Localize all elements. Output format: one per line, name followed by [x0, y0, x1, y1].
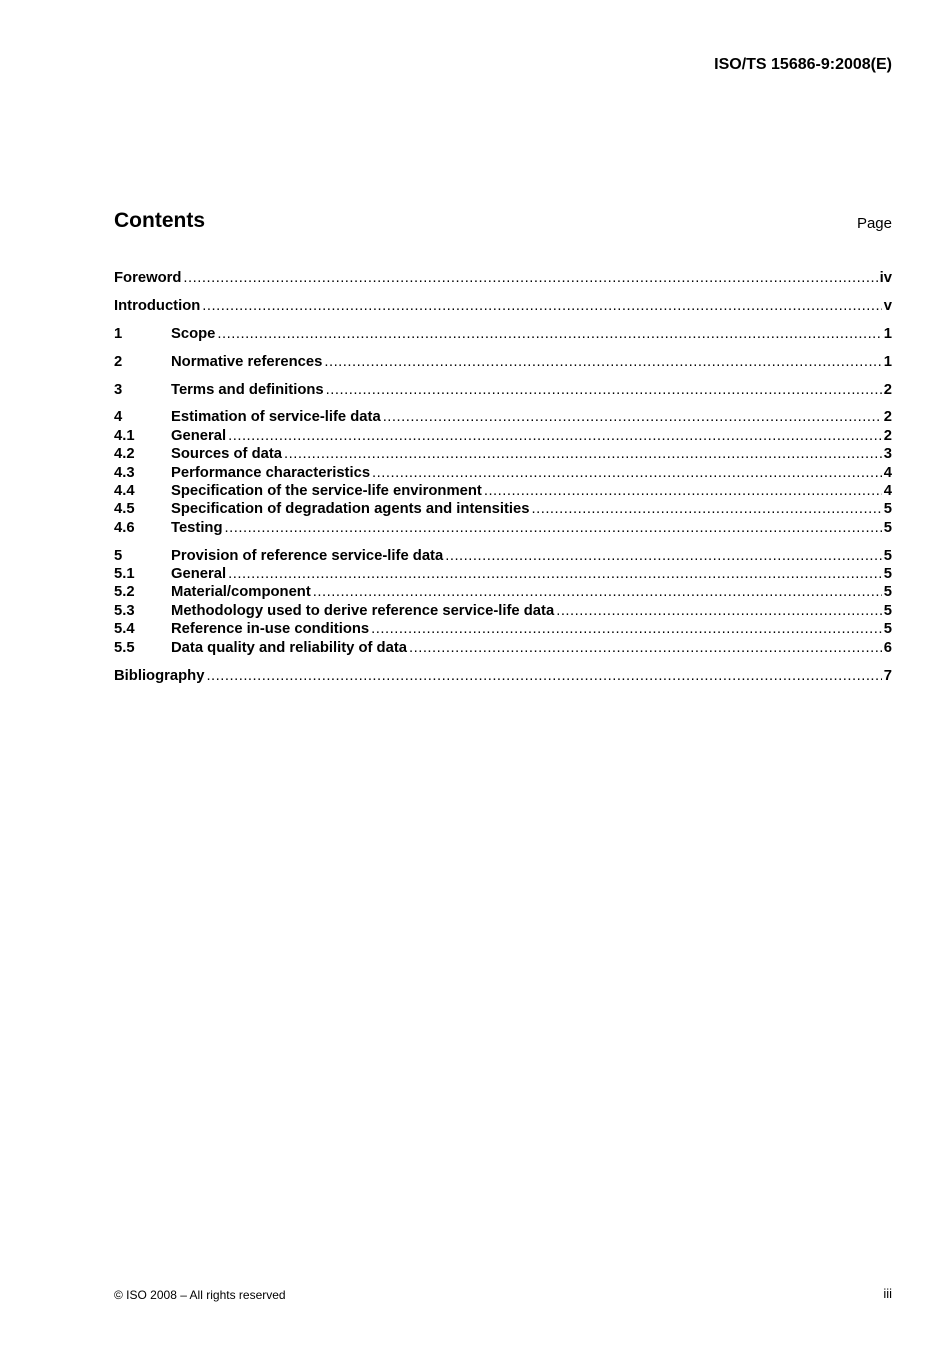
toc-entry-number: 4.5 [114, 501, 135, 518]
toc-entry-page: 5 [883, 621, 892, 638]
toc-entry-title: Terms and definitions [171, 381, 324, 398]
toc-entry[interactable] [114, 408, 892, 426]
toc-entry-page: 5 [883, 547, 892, 564]
toc-entry[interactable] [114, 565, 892, 583]
page-column-label: Page [856, 215, 892, 232]
dot-leader [371, 620, 882, 638]
toc-entry-title: Reference in-use conditions [171, 621, 370, 638]
toc-entry-page: 3 [883, 446, 892, 463]
toc-entry-number: 2 [114, 353, 123, 370]
toc-entry-page: 5 [883, 584, 892, 601]
toc-entry-page: 5 [883, 566, 892, 583]
toc-entry-page: 7 [883, 667, 892, 684]
toc-entry[interactable] [114, 445, 892, 463]
toc-entry[interactable] [114, 639, 892, 657]
copyright-notice: © ISO 2008 – All rights reserved [114, 1288, 286, 1302]
toc-entry-number: 5.4 [114, 621, 135, 638]
dot-leader [409, 639, 882, 657]
toc-entry[interactable] [114, 353, 892, 371]
toc-entry-title: Specification of degradation agents and intensities [171, 501, 530, 518]
toc-entry[interactable] [114, 620, 892, 638]
toc-entry-title: Specification of the service-life environment [171, 483, 482, 500]
toc-entry[interactable] [114, 482, 892, 500]
toc-entry-page: 4 [883, 483, 892, 500]
toc-entry-page: 1 [883, 353, 892, 370]
toc-entry-number: 4.1 [114, 427, 135, 444]
toc-entry-number: 4.2 [114, 446, 135, 463]
toc-entry-number: 3 [114, 381, 123, 398]
contents-heading: Contents [114, 209, 205, 232]
dot-leader [284, 445, 882, 463]
dot-leader [202, 297, 881, 315]
dot-leader [531, 500, 881, 518]
toc-entry-page: 4 [883, 464, 892, 481]
toc-entry-number: 5.2 [114, 584, 135, 601]
toc-entry-number: 5 [114, 547, 123, 564]
toc-entry[interactable] [114, 500, 892, 518]
dot-leader [556, 602, 882, 620]
document-identifier: ISO/TS 15686-9:2008(E) [714, 56, 892, 73]
toc-entry-title: Introduction [114, 297, 201, 314]
toc-entry-number: 4 [114, 409, 123, 426]
dot-leader [228, 565, 882, 583]
toc-entry-number: 5.5 [114, 639, 135, 656]
toc-entry-number: 4.6 [114, 519, 135, 536]
dot-leader [183, 269, 877, 287]
dot-leader [383, 408, 882, 426]
toc-entry-page: v [883, 297, 892, 314]
toc-entry[interactable] [114, 427, 892, 445]
toc-entry-number: 5.3 [114, 602, 135, 619]
toc-entry[interactable] [114, 547, 892, 565]
toc-entry-page: 6 [883, 639, 892, 656]
table-of-contents [114, 269, 892, 685]
toc-entry-title: Estimation of service-life data [171, 409, 381, 426]
toc-entry-title: Testing [171, 519, 223, 536]
toc-entry-title: General [171, 566, 227, 583]
dot-leader [228, 427, 882, 445]
toc-entry-number: 5.1 [114, 566, 135, 583]
toc-entry[interactable] [114, 602, 892, 620]
dot-leader [206, 667, 881, 685]
toc-entry[interactable] [114, 269, 892, 287]
toc-entry-page: 5 [883, 602, 892, 619]
toc-entry-title: Foreword [114, 270, 182, 286]
toc-entry[interactable] [114, 297, 892, 315]
toc-entry[interactable] [114, 464, 892, 482]
toc-entry-title: Normative references [171, 353, 323, 370]
toc-entry-number: 4.3 [114, 464, 135, 481]
toc-entry-title: Methodology used to derive reference service-life data [171, 602, 555, 619]
dot-leader [484, 482, 882, 500]
toc-entry-title: Data quality and reliability of data [171, 639, 407, 656]
toc-entry-page: 5 [883, 501, 892, 518]
toc-entry-page: 1 [883, 325, 892, 342]
toc-entry-page: iv [879, 270, 892, 286]
toc-entry[interactable] [114, 667, 892, 685]
dot-leader [372, 464, 882, 482]
toc-entry-number: 4.4 [114, 483, 135, 500]
page-number: iii [883, 1286, 892, 1301]
toc-entry-page: 2 [883, 381, 892, 398]
toc-entry-title: General [171, 427, 227, 444]
toc-entry-page: 5 [883, 519, 892, 536]
toc-entry-title: Bibliography [114, 667, 205, 684]
dot-leader [225, 519, 882, 537]
toc-entry[interactable] [114, 519, 892, 537]
toc-entry[interactable] [114, 583, 892, 601]
toc-entry-page: 2 [883, 427, 892, 444]
toc-entry-title: Performance characteristics [171, 464, 371, 481]
toc-entry-title: Provision of reference service-life data [171, 547, 444, 564]
toc-entry[interactable] [114, 381, 892, 399]
dot-leader [326, 381, 882, 399]
toc-entry-title: Material/component [171, 584, 311, 601]
toc-entry[interactable] [114, 325, 892, 343]
dot-leader [445, 547, 882, 565]
toc-entry-page: 2 [883, 409, 892, 426]
dot-leader [217, 325, 881, 343]
dot-leader [313, 583, 882, 601]
toc-entry-title: Scope [171, 325, 216, 342]
toc-entry-number: 1 [114, 325, 123, 342]
dot-leader [324, 353, 881, 371]
toc-entry-title: Sources of data [171, 446, 283, 463]
